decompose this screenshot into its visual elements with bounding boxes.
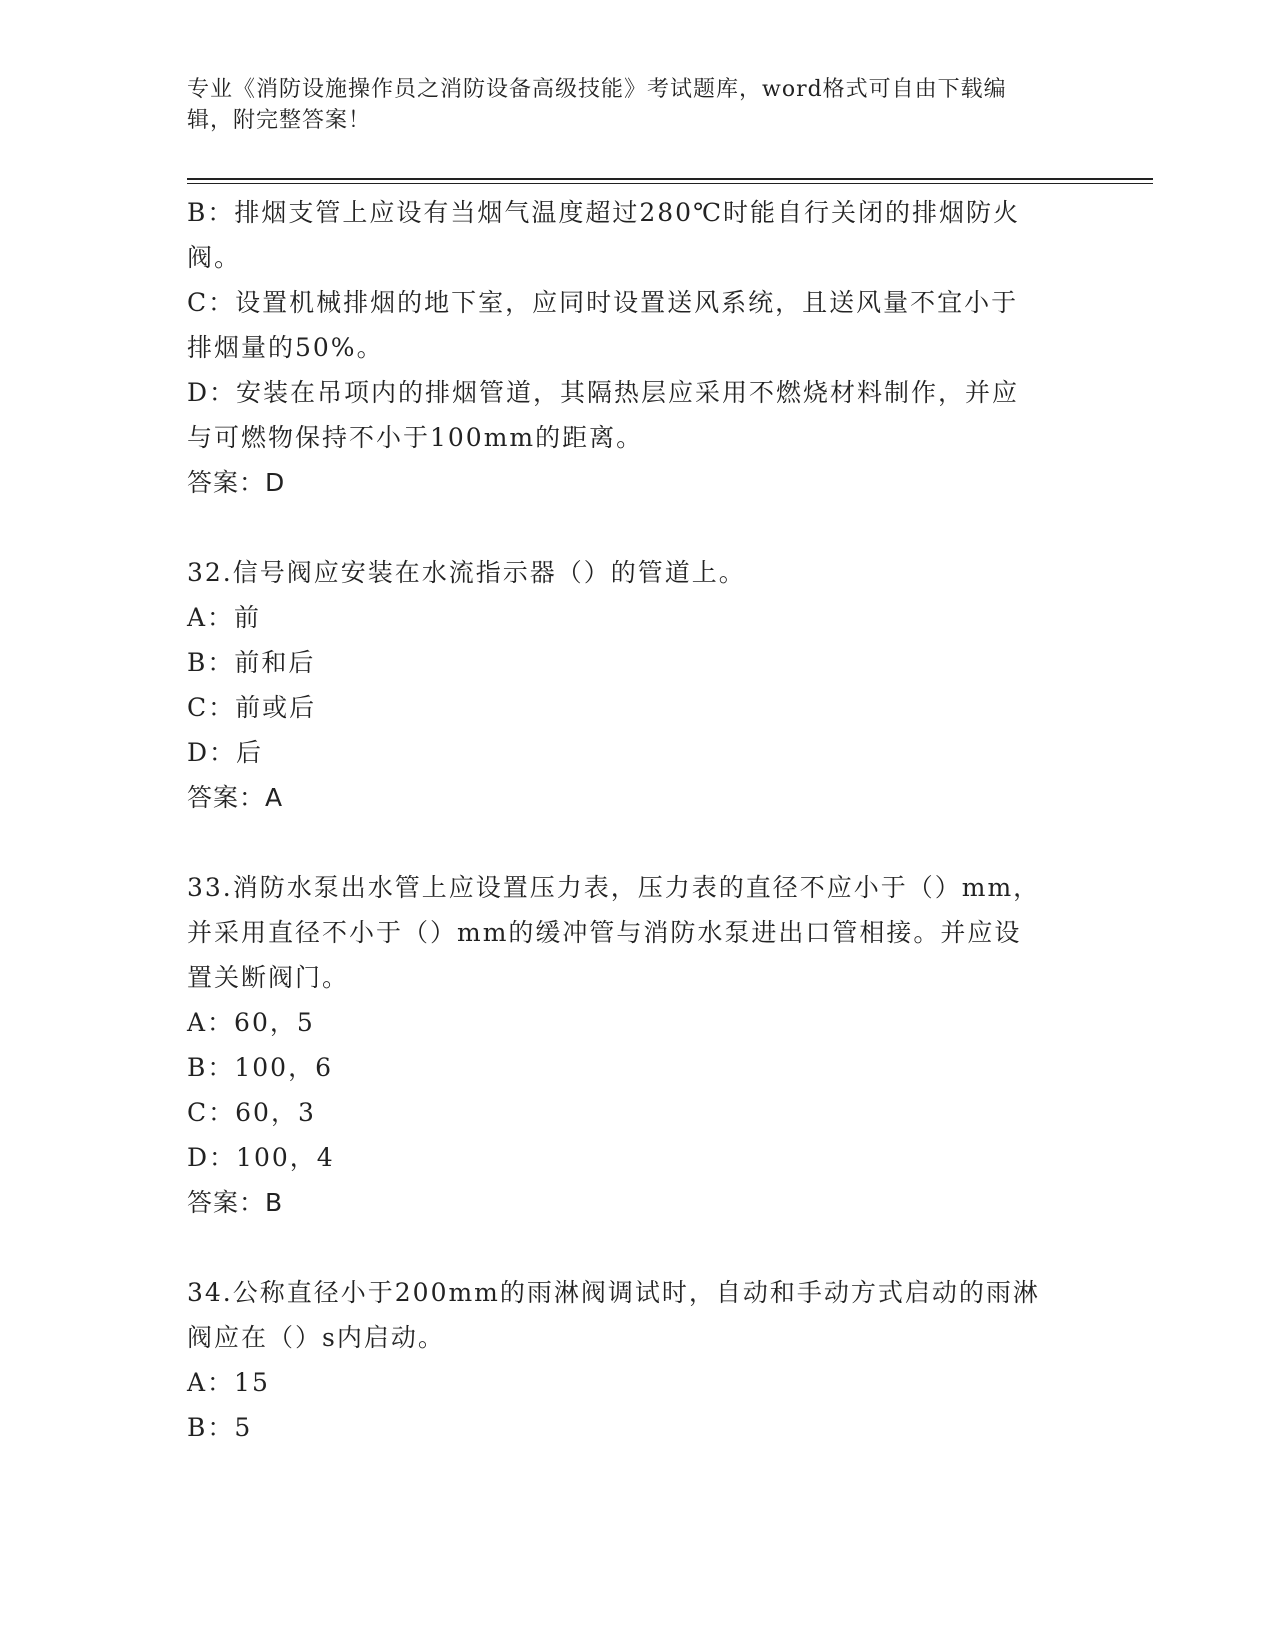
q31-option-b-line-1: B：排烟支管上应设有当烟气温度超过280℃时能自行关闭的排烟防火: [187, 198, 1021, 227]
q34-option-b: B：5: [187, 1413, 253, 1442]
q31-option-c-line-2: 排烟量的50%。: [187, 333, 384, 362]
q34-option-a: A：15: [187, 1368, 270, 1397]
q32-option-c: C：前或后: [187, 693, 317, 722]
q32-question: 32.信号阀应安装在水流指示器（）的管道上。: [187, 558, 746, 587]
spacer: [187, 820, 1067, 865]
q31-answer: 答案：D: [187, 468, 286, 497]
q34-question-line-2: 阀应在（）s内启动。: [187, 1323, 445, 1352]
q32-option-b: B：前和后: [187, 648, 316, 677]
q32-option-a: A：前: [187, 603, 262, 632]
q33-option-d: D：100，4: [187, 1143, 335, 1172]
header-line-1: 专业《消防设施操作员之消防设备高级技能》考试题库，word格式可自由下载编: [187, 77, 1007, 102]
spacer: [187, 1225, 1067, 1270]
q33-option-c: C：60，3: [187, 1098, 316, 1127]
header-line-2: 辑，附完整答案！: [187, 108, 372, 133]
q31-option-c-line-1: C：设置机械排烟的地下室，应同时设置送风系统，且送风量不宜小于: [187, 288, 1019, 317]
q31-option-d-line-1: D：安装在吊项内的排烟管道，其隔热层应采用不燃烧材料制作，并应: [187, 378, 1020, 407]
q33-question-line-2: 并采用直径不小于（）mm的缓冲管与消防水泵进出口管相接。并应设: [187, 918, 1022, 947]
question-33: [187, 865, 1067, 1225]
q34-question-line-1: 34.公称直径小于200mm的雨淋阀调试时，自动和手动方式启动的雨淋: [187, 1278, 1040, 1307]
q33-option-a: A：60，5: [187, 1008, 315, 1037]
q33-question-line-1: 33.消防水泵出水管上应设置压力表，压力表的直径不应小于（）mm，: [187, 873, 1041, 902]
q32-answer: 答案：A: [187, 783, 284, 812]
question-32: [187, 550, 1067, 820]
document-header: [187, 74, 1067, 136]
q33-question-line-3: 置关断阀门。: [187, 963, 350, 992]
document-body: [187, 190, 1067, 1450]
header-divider-thick: [187, 178, 1153, 180]
q33-answer: 答案：B: [187, 1188, 284, 1217]
q31-option-b-line-2: 阀。: [187, 243, 242, 272]
question-31-remainder: [187, 190, 1067, 505]
q31-option-d-line-2: 与可燃物保持不小于100mm的距离。: [187, 423, 644, 452]
q32-option-d: D：后: [187, 738, 264, 767]
spacer: [187, 505, 1067, 550]
question-34: [187, 1270, 1067, 1450]
q33-option-b: B：100，6: [187, 1053, 333, 1082]
header-divider-thin: [187, 183, 1153, 184]
